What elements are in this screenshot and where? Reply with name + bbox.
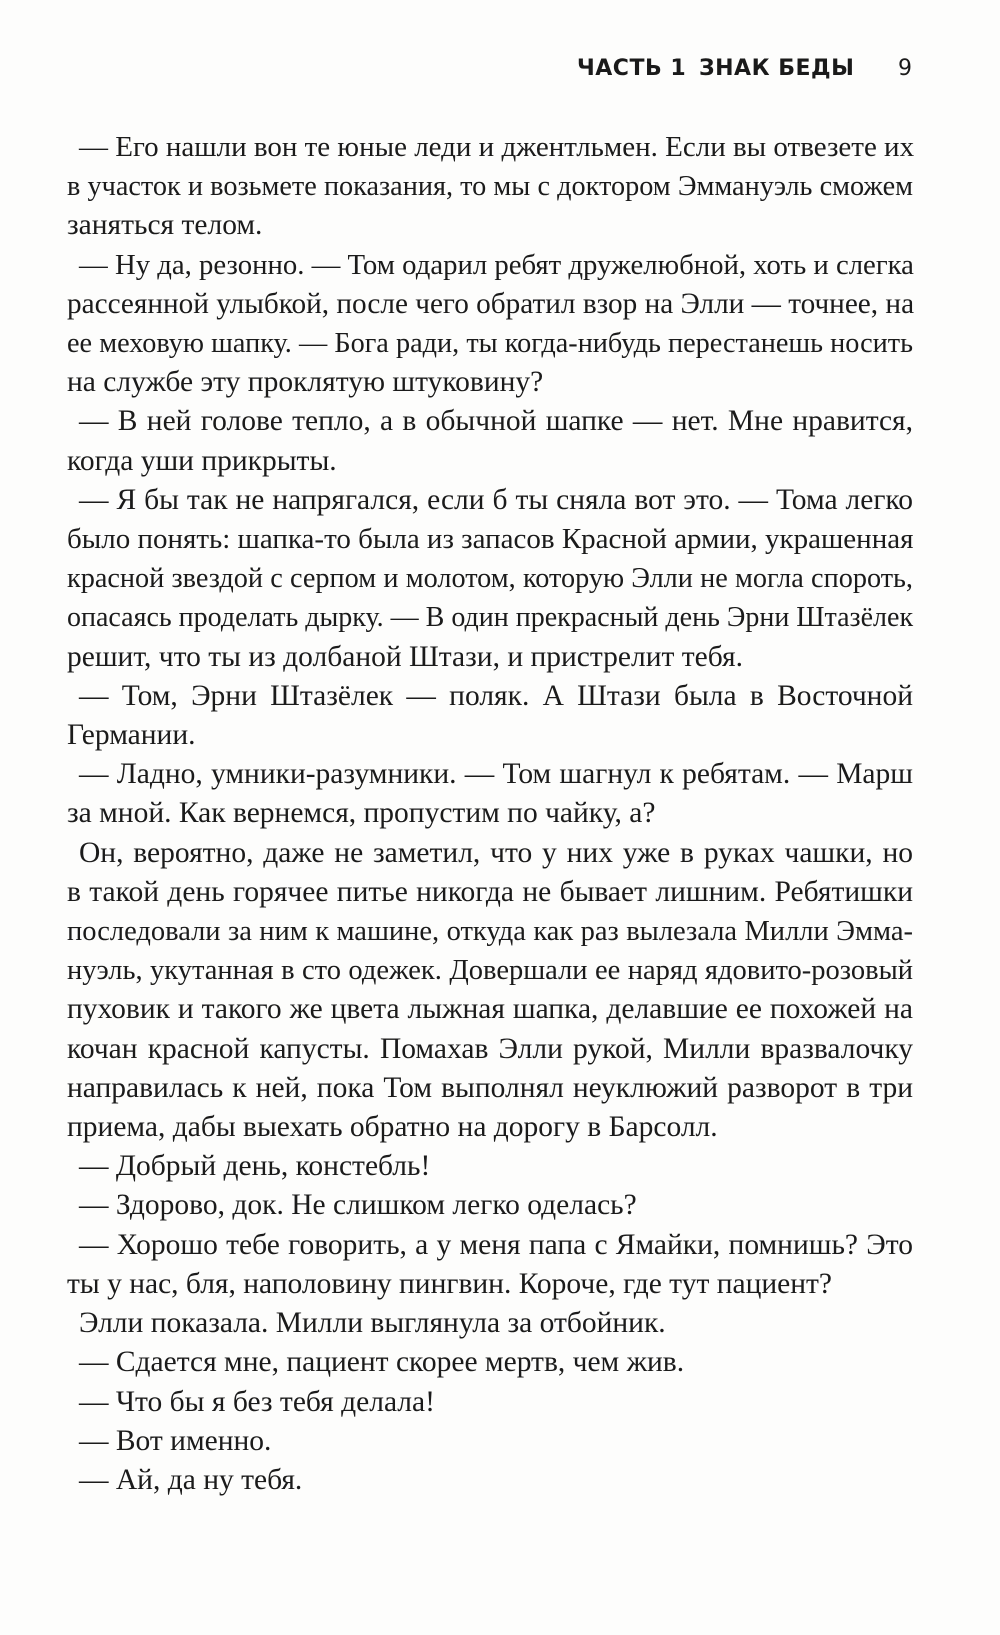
text-line: — Том, Эрни Штазёлек — поляк. А Штази была в Восточной (79, 679, 913, 712)
text-line: приема, дабы выехать обратно на дорогу в Барсолл. (67, 1111, 718, 1144)
text-line: последовали за ним к машине, откуда как раз вылезала Милли Эмма- (67, 916, 913, 948)
text-line: нуэль, укутанная в сто одежек. Довершали ее наряд ядовито-розовый (67, 955, 913, 987)
running-head (0, 56, 1000, 90)
text-line: пуховик и такого же цвета лыжная шапка, делавшие ее похожей на (67, 993, 913, 1026)
text-line: — Добрый день, констебль! (79, 1150, 431, 1183)
text-line: ее меховую шапку. — Бога ради, ты когда-нибудь перестанешь носить (67, 328, 913, 360)
page-number: 9 (898, 56, 913, 81)
text-line: направилась к ней, пока Том выполнял неуклюжий разворот в три (67, 1071, 913, 1104)
text-line: — Я бы так не напрягался, если б ты сняла вот это. — Тома легко (79, 483, 913, 516)
text-line: за мной. Как вернемся, пропустим по чайку, а? (67, 797, 656, 830)
text-line: — Что бы я без тебя делала! (79, 1385, 435, 1418)
text-line: — Вот именно. (79, 1424, 272, 1457)
text-line: в такой день горячее питье никогда не бывает лишним. Ребятишки (67, 875, 913, 908)
text-line: было понять: шапка-то была из запасов Красной армии, украшенная (67, 523, 914, 556)
text-line: красной звездой с серпом и молотом, которую Элли не могла спороть, (67, 563, 913, 595)
text-line: Элли показала. Милли выглянула за отбойник. (79, 1307, 666, 1340)
text-line: когда уши прикрыты. (67, 444, 337, 477)
body-text (67, 128, 913, 1500)
text-line: — Ладно, умники-разумники. — Том шагнул к ребятам. — Марш (79, 758, 913, 791)
text-line: — Хорошо тебе говорить, а у меня папа с Ямайки, помнишь? Это (79, 1228, 913, 1261)
text-line: — Его нашли вон те юные леди и джентльмен. Если вы отвезете их (79, 131, 915, 163)
text-line: решит, что ты из долбаной Штази, и пристрелит тебя. (67, 640, 743, 673)
text-line: в участок и возьмете показания, то мы с доктором Эммануэль сможем (67, 171, 913, 203)
text-line: на службе эту проклятую штуковину? (67, 366, 544, 399)
running-head-title: ЗНАК БЕДЫ (699, 56, 855, 81)
text-line: Он, вероятно, даже не заметил, что у них уже в руках чашки, но (79, 836, 913, 869)
text-line: — В ней голове тепло, а в обычной шапке — нет. Мне нравится, (79, 405, 913, 438)
text-line: — Здорово, док. Не слишком легко оделась? (79, 1189, 637, 1222)
running-head-part: ЧАСТЬ 1 (577, 56, 687, 81)
text-line: рассеянной улыбкой, после чего обратил взор на Элли — точнее, на (67, 287, 915, 320)
text-line: — Ай, да ну тебя. (79, 1463, 303, 1496)
text-line: опасаясь проделать дырку. — В один прекрасный день Эрни Штазёлек (67, 602, 914, 634)
text-line: Германии. (67, 719, 196, 752)
text-line: ты у нас, бля, наполовину пингвин. Короче, где тут пациент? (67, 1267, 833, 1300)
text-line: кочан красной капусты. Помахав Элли рукой, Милли вразвалочку (67, 1032, 913, 1065)
text-line: — Ну да, резонно. — Том одарил ребят дружелюбной, хоть и слегка (79, 248, 914, 281)
text-line: — Сдается мне, пациент скорее мертв, чем жив. (79, 1346, 685, 1379)
text-line: заняться телом. (67, 209, 263, 242)
